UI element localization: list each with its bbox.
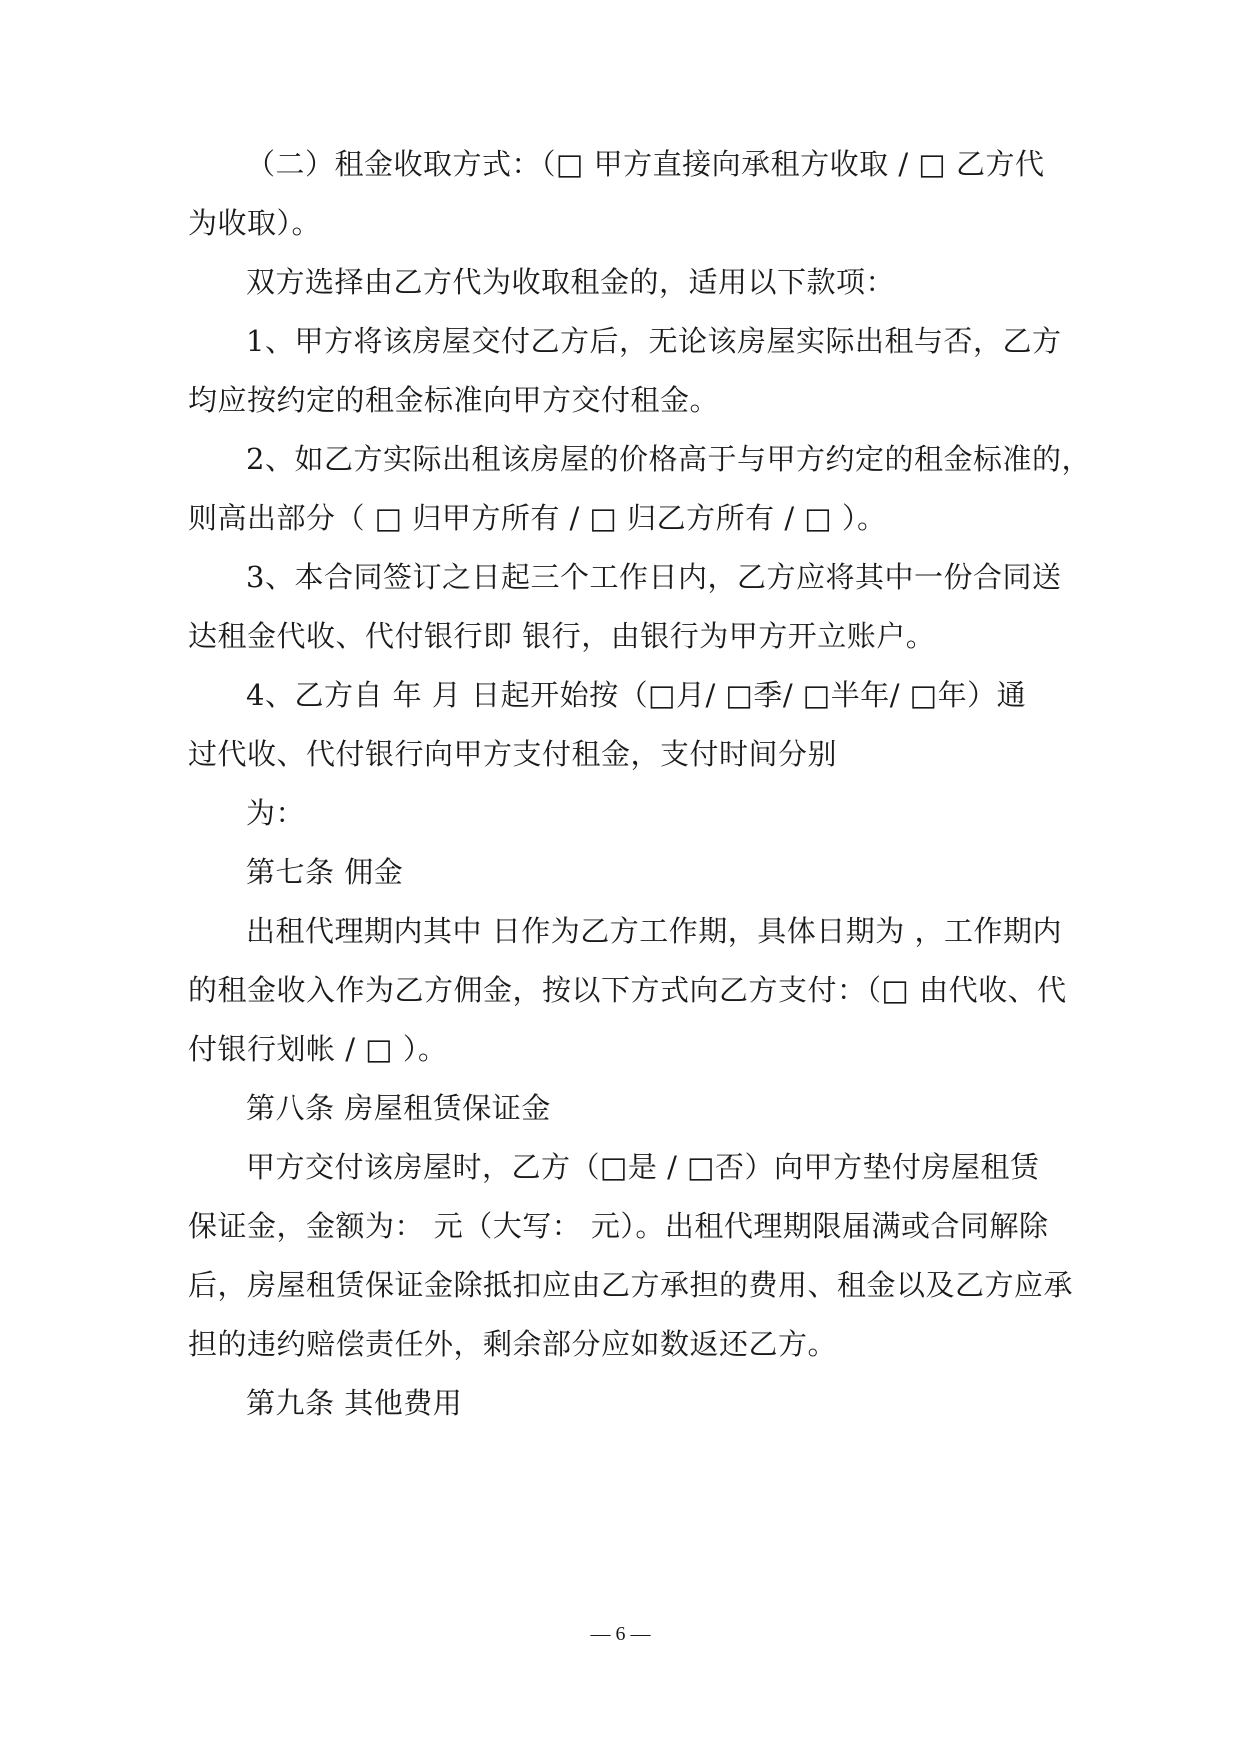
text-line: 均应按约定的租金标准向甲方交付租金。 — [188, 383, 720, 417]
text-line: 4、乙方自 年 月 日起开始按（□月/ □季/ □半年/ □年）通 — [246, 678, 1027, 712]
text-line: 甲方交付该房屋时，乙方（□是 / □否）向甲方垫付房屋租赁 — [246, 1150, 1040, 1184]
text-line: 过代收、代付银行向甲方支付租金，支付时间分别 — [188, 737, 838, 771]
section-heading: 第八条 房屋租赁保证金 — [246, 1091, 551, 1125]
text-line: 达租金代收、代付银行即 银行，由银行为甲方开立账户。 — [188, 619, 936, 653]
text-line: 双方选择由乙方代为收取租金的，适用以下款项： — [246, 265, 896, 299]
text-line: 出租代理期内其中 日作为乙方工作期，具体日期为 ，工作期内 — [246, 914, 1062, 948]
text-line: 为： — [246, 796, 306, 830]
text-line: 后，房屋租赁保证金除抵扣应由乙方承担的费用、租金以及乙方应承 — [188, 1268, 1074, 1302]
page-number: — 6 — — [590, 1623, 651, 1645]
text-line: 1、甲方将该房屋交付乙方后，无论该房屋实际出租与否，乙方 — [246, 324, 1062, 358]
text-line: 3、本合同签订之日起三个工作日内，乙方应将其中一份合同送 — [246, 560, 1062, 594]
text-line: 的租金收入作为乙方佣金，按以下方式向乙方支付：（□ 由代收、代 — [188, 973, 1067, 1007]
text-line: （二）租金收取方式：（□ 甲方直接向承租方收取 / □ 乙方代 — [246, 147, 1045, 181]
text-line: 为收取）。 — [188, 206, 322, 240]
text-line: 则高出部分（ □ 归甲方所有 / □ 归乙方所有 / □ ）。 — [188, 501, 887, 535]
text-line: 付银行划帐 / □ ）。 — [188, 1032, 448, 1066]
text-line: 担的违约赔偿责任外，剩余部分应如数返还乙方。 — [188, 1327, 838, 1361]
section-heading: 第七条 佣金 — [246, 855, 404, 889]
text-line: 2、如乙方实际出租该房屋的价格高于与甲方约定的租金标准的， — [246, 442, 1091, 476]
section-heading: 第九条 其他费用 — [246, 1386, 463, 1420]
text-line: 保证金，金额为： 元（大写： 元）。出租代理期限届满或合同解除 — [188, 1209, 1049, 1243]
